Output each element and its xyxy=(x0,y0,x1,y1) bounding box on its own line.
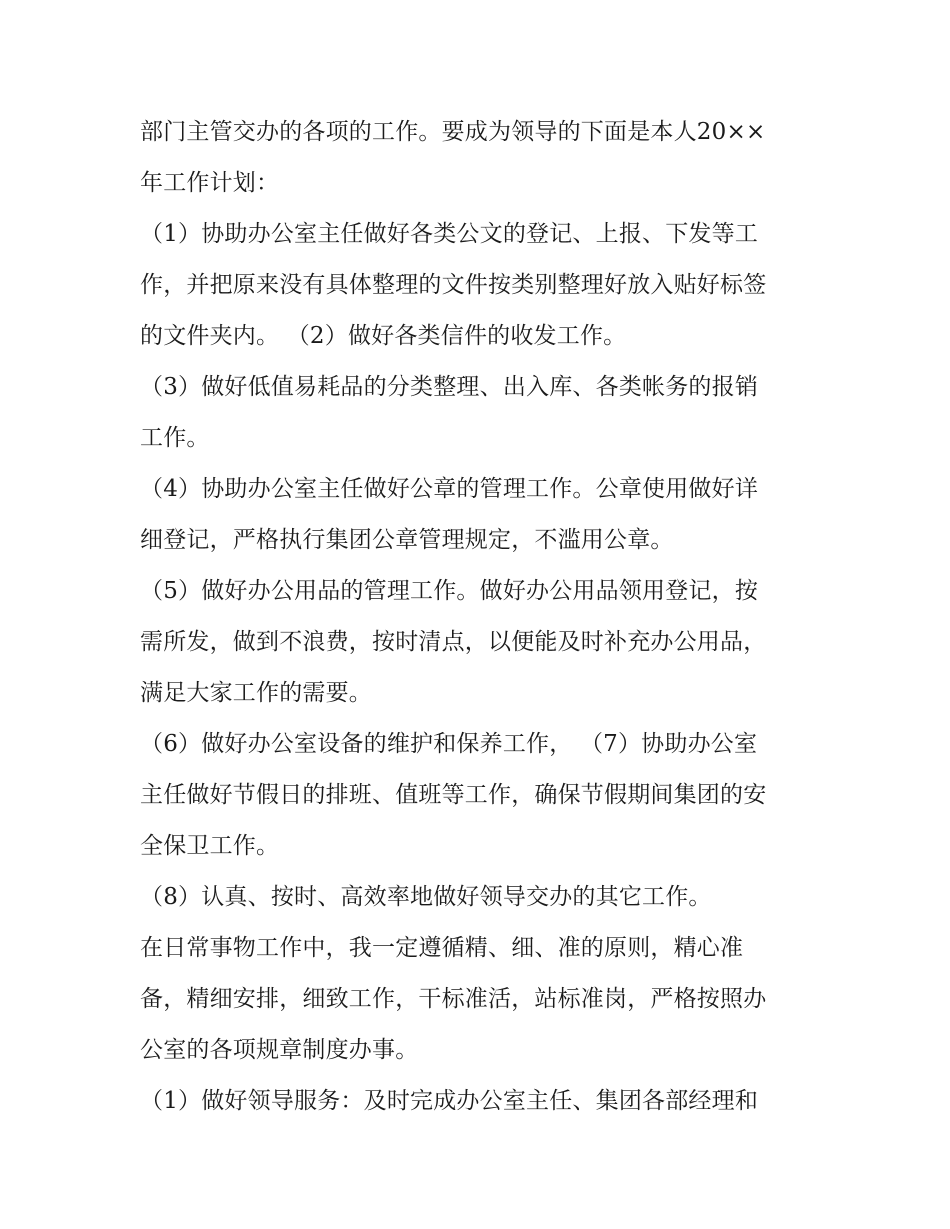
document-body xyxy=(140,107,830,1127)
text-line: （6）做好办公室设备的维护和保养工作， （7）协助办公室 xyxy=(140,731,758,757)
text-line: （1）做好领导服务：及时完成办公室主任、集团各部经理和 xyxy=(140,1088,759,1114)
text-line: （5）做好办公用品的管理工作。做好办公用品领用登记，按 xyxy=(140,578,759,604)
text-line: 细登记，严格执行集团公章管理规定，不滥用公章。 xyxy=(140,527,674,553)
text-line: 在日常事物工作中，我一定遵循精、细、准的原则，精心准 xyxy=(140,935,744,961)
text-line: 公室的各项规章制度办事。 xyxy=(140,1037,419,1063)
text-line: 的文件夹内。 （2）做好各类信件的收发工作。 xyxy=(140,323,627,349)
text-line: 作，并把原来没有具体整理的文件按类别整理好放入贴好标签 xyxy=(140,272,767,298)
text-line: 备，精细安排，细致工作，干标准活，站标准岗，严格按照办 xyxy=(140,986,767,1012)
text-line: 主任做好节假日的排班、值班等工作，确保节假期间集团的安 xyxy=(140,782,767,808)
text-line: （8）认真、按时、高效率地做好领导交办的其它工作。 xyxy=(140,884,712,910)
text-line: 全保卫工作。 xyxy=(140,833,280,859)
text-line: 年工作计划： xyxy=(140,170,280,196)
text-line: （1）协助办公室主任做好各类公文的登记、上报、下发等工 xyxy=(140,221,759,247)
text-line: 需所发，做到不浪费，按时清点，以便能及时补充办公用品， xyxy=(140,629,767,655)
text-line: （4）协助办公室主任做好公章的管理工作。公章使用做好详 xyxy=(140,476,759,502)
text-line: 工作。 xyxy=(140,425,210,451)
text-line: 部门主管交办的各项的工作。要成为领导的下面是本人20×× xyxy=(140,119,766,145)
text-line: （3）做好低值易耗品的分类整理、出入库、各类帐务的报销 xyxy=(140,374,759,400)
text-line: 满足大家工作的需要。 xyxy=(140,680,372,706)
